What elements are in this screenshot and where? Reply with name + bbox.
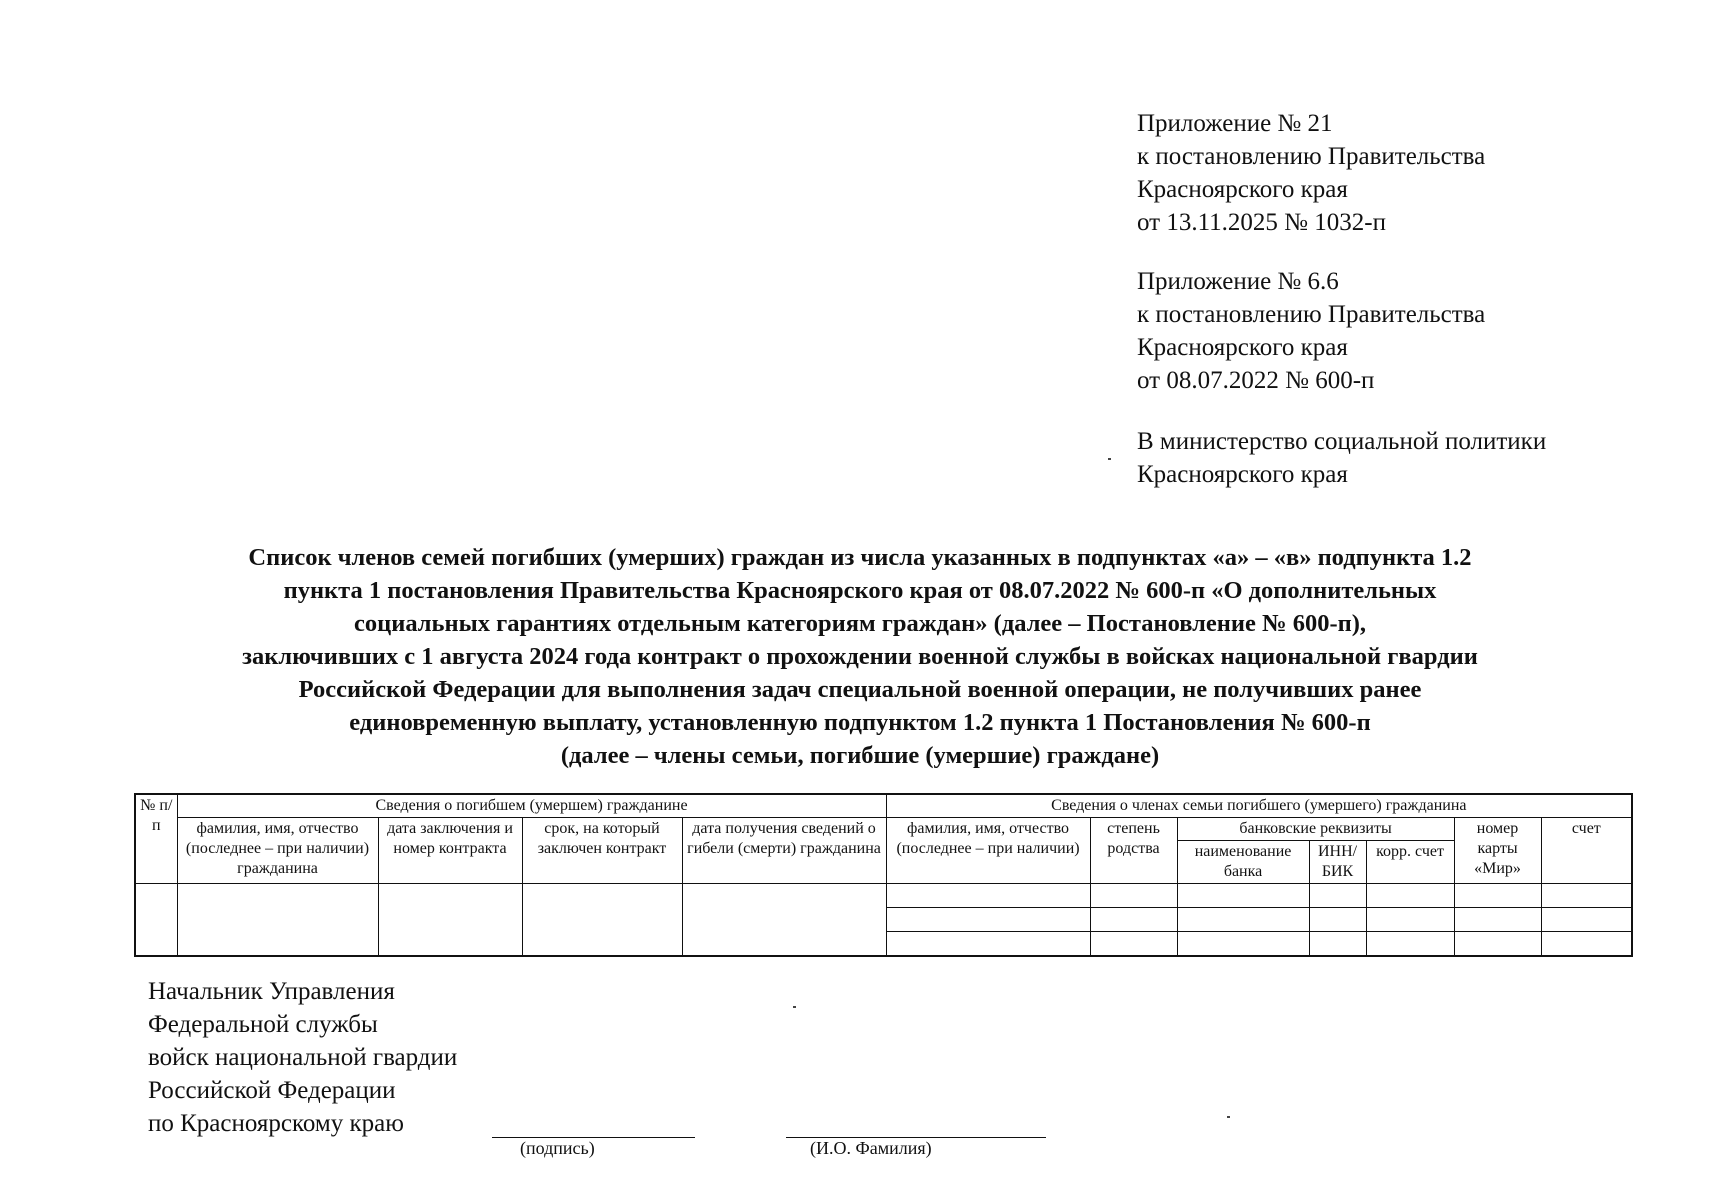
scan-speck [1227, 1116, 1230, 1118]
position-line: Начальник Управления [148, 978, 395, 1005]
table-cell [378, 884, 522, 957]
table-cell [1090, 908, 1177, 932]
table-cell [1309, 932, 1366, 957]
table-cell [886, 932, 1090, 957]
title-line: пункта 1 постановления Правительства Красноярского края от 08.07.2022 № 600-п «О дополнительных [283, 577, 1437, 604]
table-cell [1366, 908, 1454, 932]
table-row [135, 884, 1632, 908]
scan-speck [793, 1006, 796, 1008]
deceased-group-header: Сведения о погибшем (умершем) гражданине [177, 794, 886, 818]
table-cell [1177, 884, 1309, 908]
table-cell [1309, 884, 1366, 908]
table-cell [1177, 908, 1309, 932]
inn-bik-header: ИНН/ БИК [1309, 841, 1366, 884]
annex-line: от 13.11.2025 № 1032-п [1137, 209, 1386, 236]
table-cell [522, 884, 682, 957]
bank-name-header: наименование банка [1177, 841, 1309, 884]
addressee [1137, 425, 1546, 491]
annex-line: Приложение № 6.6 [1137, 268, 1339, 295]
kinship-header: степень родства [1090, 818, 1177, 884]
table-cell [1177, 932, 1309, 957]
contract-date-header: дата заключения и номер контракта [378, 818, 522, 884]
family-group-header: Сведения о членах семьи погибшего (умершего) гражданина [886, 794, 1632, 818]
table-cell [1454, 884, 1541, 908]
annex-current-header [1137, 107, 1485, 239]
signatory-position [148, 975, 457, 1140]
position-line: Российской Федерации [148, 1077, 396, 1104]
table-cell [886, 884, 1090, 908]
table-cell [1541, 884, 1632, 908]
death-info-date-header: дата получения сведений о гибели (смерти) гражданина [682, 818, 886, 884]
contract-term-header: срок, на который заключен контракт [522, 818, 682, 884]
account-header: счет [1541, 818, 1632, 884]
annex-line: Приложение № 21 [1137, 110, 1333, 137]
table-cell [682, 884, 886, 957]
annex-line: от 08.07.2022 № 600-п [1137, 367, 1375, 394]
deceased-name-header: фамилия, имя, отчество (последнее – при наличии) гражданина [177, 818, 378, 884]
position-line: по Красноярскому краю [148, 1110, 404, 1137]
mir-card-header: номер карты «Мир» [1454, 818, 1541, 884]
annex-line: Красноярского края [1137, 176, 1348, 203]
title-line: Список членов семей погибших (умерших) граждан из числа указанных в подпунктах «а» – «в» подпункта 1.2 [248, 544, 1472, 571]
position-line: Федеральной службы [148, 1011, 378, 1038]
table-cell [1090, 932, 1177, 957]
family-members-table [134, 793, 1633, 957]
table-cell [1309, 908, 1366, 932]
table-cell [135, 884, 177, 957]
number-header: № п/п [135, 794, 177, 884]
table-cell [1541, 908, 1632, 932]
bank-group-header: банковские реквизиты [1177, 818, 1454, 841]
table-cell [1541, 932, 1632, 957]
addressee-line: В министерство социальной политики [1137, 428, 1547, 455]
signature-caption: (подпись) [520, 1138, 595, 1158]
annex-original-header [1137, 265, 1485, 397]
table-cell [1454, 932, 1541, 957]
table-cell [1366, 932, 1454, 957]
table-cell [886, 908, 1090, 932]
member-name-header: фамилия, имя, отчество (последнее – при наличии) [886, 818, 1090, 884]
name-caption: (И.О. Фамилия) [810, 1138, 932, 1158]
title-line: заключивших с 1 августа 2024 года контракт о прохождении военной службы в войсках национальной гвардии [242, 643, 1478, 670]
annex-line: к постановлению Правительства [1137, 301, 1486, 328]
scan-speck [1108, 458, 1111, 460]
title-line: Российской Федерации для выполнения задач специальной военной операции, не получивших ранее [298, 676, 1422, 703]
table-cell [177, 884, 378, 957]
title-line: единовременную выплату, установленную подпунктом 1.2 пункта 1 Постановления № 600-п [349, 709, 1371, 736]
title-line: социальных гарантиях отдельным категориям граждан» (далее – Постановление № 600-п), [353, 610, 1367, 637]
position-line: войск национальной гвардии [148, 1044, 458, 1071]
annex-line: Красноярского края [1137, 334, 1348, 361]
title-line: (далее – члены семьи, погибшие (умершие) граждане) [560, 742, 1160, 769]
table-cell [1454, 908, 1541, 932]
document-title [110, 541, 1610, 772]
table-cell [1090, 884, 1177, 908]
table-cell [1366, 884, 1454, 908]
addressee-line: Красноярского края [1137, 461, 1348, 488]
annex-line: к постановлению Правительства [1137, 143, 1486, 170]
corr-account-header: корр. счет [1366, 841, 1454, 884]
